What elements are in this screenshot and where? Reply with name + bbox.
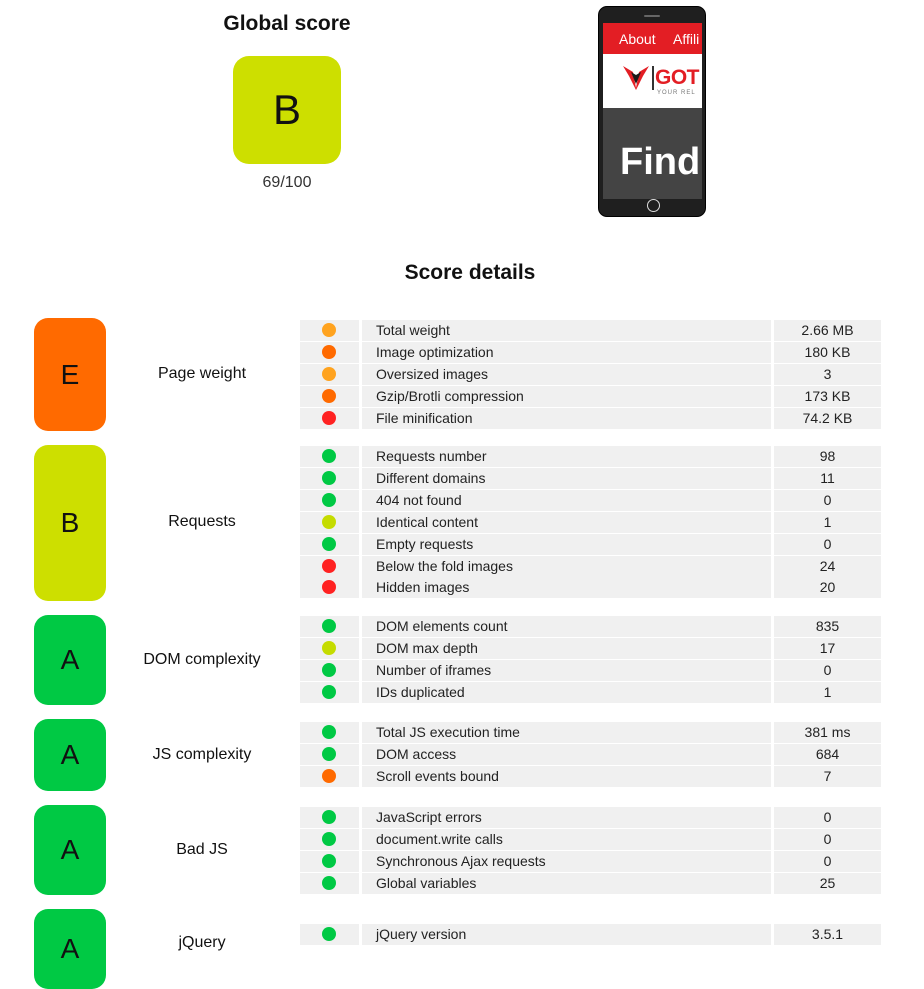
- rule-value: 0: [774, 807, 881, 828]
- phone-logo-subtext: YOUR REL: [657, 90, 696, 96]
- rule-row: [300, 386, 881, 407]
- rule-row: [300, 924, 881, 945]
- rule-status-cell: [300, 682, 359, 703]
- category-grade-badge: A: [34, 719, 106, 791]
- rule-status-cell: [300, 744, 359, 765]
- status-dot-icon: [322, 323, 336, 337]
- bull-logo-icon: [621, 64, 651, 90]
- phone-logo-band: [603, 54, 702, 108]
- status-dot-icon: [322, 619, 336, 633]
- rule-value: 25: [774, 873, 881, 894]
- rule-value: 173 KB: [774, 386, 881, 407]
- rule-row: [300, 408, 881, 429]
- rule-status-cell: [300, 616, 359, 637]
- rule-row: [300, 807, 881, 828]
- rule-name: Total weight: [362, 320, 771, 341]
- rule-row: [300, 722, 881, 743]
- rule-value: 11: [774, 468, 881, 489]
- global-score-value: 69/100: [262, 174, 312, 191]
- status-dot-icon: [322, 663, 336, 677]
- phone-screenshot: [603, 23, 702, 199]
- status-dot-icon: [322, 927, 336, 941]
- rule-name: Total JS execution time: [362, 722, 771, 743]
- phone-preview: [598, 6, 706, 217]
- rule-status-cell: [300, 638, 359, 659]
- rule-row: [300, 320, 881, 341]
- category-grade-badge: A: [34, 909, 106, 989]
- rule-row: [300, 577, 881, 598]
- status-dot-icon: [322, 832, 336, 846]
- status-dot-icon: [322, 471, 336, 485]
- global-score-title: Global score: [223, 12, 351, 35]
- rule-value: 7: [774, 766, 881, 787]
- status-dot-icon: [322, 559, 336, 573]
- rule-name: DOM max depth: [362, 638, 771, 659]
- rule-row: [300, 468, 881, 489]
- rule-name: Hidden images: [362, 577, 771, 598]
- status-dot-icon: [322, 854, 336, 868]
- rule-value: 1: [774, 682, 881, 703]
- phone-hero-text: Find: [620, 141, 701, 183]
- status-dot-icon: [322, 493, 336, 507]
- rule-name: Global variables: [362, 873, 771, 894]
- rule-name: document.write calls: [362, 829, 771, 850]
- rule-status-cell: [300, 342, 359, 363]
- status-dot-icon: [322, 641, 336, 655]
- rule-status-cell: [300, 766, 359, 787]
- phone-nav-item: About: [619, 31, 656, 47]
- rule-value: 98: [774, 446, 881, 467]
- rule-row: [300, 744, 881, 765]
- rule-row: [300, 556, 881, 577]
- rule-row: [300, 534, 881, 555]
- phone-speaker: [644, 15, 660, 17]
- global-grade-badge: B: [233, 56, 341, 164]
- rule-row: [300, 873, 881, 894]
- rule-status-cell: [300, 577, 359, 598]
- rule-value: 0: [774, 829, 881, 850]
- rule-name: DOM access: [362, 744, 771, 765]
- rule-row: [300, 616, 881, 637]
- logo-divider: [652, 66, 654, 90]
- rule-status-cell: [300, 512, 359, 533]
- rule-row: [300, 364, 881, 385]
- status-dot-icon: [322, 345, 336, 359]
- rule-row: [300, 342, 881, 363]
- rule-status-cell: [300, 556, 359, 577]
- category-label: Bad JS: [176, 841, 228, 858]
- status-dot-icon: [322, 367, 336, 381]
- status-dot-icon: [322, 537, 336, 551]
- rule-row: [300, 660, 881, 681]
- rule-name: Number of iframes: [362, 660, 771, 681]
- rule-name: Scroll events bound: [362, 766, 771, 787]
- rule-name: Synchronous Ajax requests: [362, 851, 771, 872]
- phone-nav-bar: [603, 23, 702, 54]
- status-dot-icon: [322, 725, 336, 739]
- category-grade-badge: A: [34, 805, 106, 895]
- rule-status-cell: [300, 534, 359, 555]
- category-label: JS complexity: [152, 746, 252, 763]
- status-dot-icon: [322, 580, 336, 594]
- rule-status-cell: [300, 807, 359, 828]
- category-grade-badge: B: [34, 445, 106, 601]
- rule-value: 1: [774, 512, 881, 533]
- rule-name: Identical content: [362, 512, 771, 533]
- rule-status-cell: [300, 320, 359, 341]
- rule-name: Empty requests: [362, 534, 771, 555]
- rule-value: 2.66 MB: [774, 320, 881, 341]
- rule-value: 24: [774, 556, 881, 577]
- rule-name: Gzip/Brotli compression: [362, 386, 771, 407]
- rule-value: 3.5.1: [774, 924, 881, 945]
- rule-value: 17: [774, 638, 881, 659]
- rule-name: JavaScript errors: [362, 807, 771, 828]
- rule-row: [300, 829, 881, 850]
- rule-value: 0: [774, 660, 881, 681]
- status-dot-icon: [322, 411, 336, 425]
- phone-nav-item: Affili: [673, 31, 700, 47]
- status-dot-icon: [322, 515, 336, 529]
- rule-row: [300, 682, 881, 703]
- rule-status-cell: [300, 386, 359, 407]
- status-dot-icon: [322, 449, 336, 463]
- phone-home-button: [647, 199, 660, 212]
- score-details-title: Score details: [404, 261, 536, 284]
- rule-status-cell: [300, 660, 359, 681]
- status-dot-icon: [322, 389, 336, 403]
- rule-value: 0: [774, 851, 881, 872]
- status-dot-icon: [322, 769, 336, 783]
- rule-row: [300, 638, 881, 659]
- rule-status-cell: [300, 490, 359, 511]
- rule-status-cell: [300, 924, 359, 945]
- rule-status-cell: [300, 408, 359, 429]
- rule-value: 0: [774, 534, 881, 555]
- rule-name: Different domains: [362, 468, 771, 489]
- rule-name: IDs duplicated: [362, 682, 771, 703]
- rule-value: 0: [774, 490, 881, 511]
- rule-name: Oversized images: [362, 364, 771, 385]
- rule-name: Image optimization: [362, 342, 771, 363]
- rule-name: DOM elements count: [362, 616, 771, 637]
- category-grade-badge: A: [34, 615, 106, 705]
- rule-name: Below the fold images: [362, 556, 771, 577]
- status-dot-icon: [322, 685, 336, 699]
- phone-logo-text: GOT: [655, 66, 699, 89]
- status-dot-icon: [322, 876, 336, 890]
- rule-row: [300, 851, 881, 872]
- category-label: jQuery: [178, 934, 226, 951]
- rule-status-cell: [300, 446, 359, 467]
- rule-status-cell: [300, 829, 359, 850]
- rule-name: 404 not found: [362, 490, 771, 511]
- rule-value: 74.2 KB: [774, 408, 881, 429]
- rule-name: jQuery version: [362, 924, 771, 945]
- category-label: Requests: [168, 513, 236, 530]
- rule-name: File minification: [362, 408, 771, 429]
- rule-status-cell: [300, 722, 359, 743]
- status-dot-icon: [322, 810, 336, 824]
- rule-row: [300, 446, 881, 467]
- rule-row: [300, 512, 881, 533]
- rule-value: 20: [774, 577, 881, 598]
- category-label: Page weight: [157, 365, 247, 382]
- category-label: DOM complexity: [143, 651, 261, 668]
- rule-status-cell: [300, 468, 359, 489]
- rule-row: [300, 490, 881, 511]
- rule-value: 381 ms: [774, 722, 881, 743]
- rule-name: Requests number: [362, 446, 771, 467]
- status-dot-icon: [322, 747, 336, 761]
- category-grade-badge: E: [34, 318, 106, 431]
- rule-value: 180 KB: [774, 342, 881, 363]
- rule-row: [300, 766, 881, 787]
- rule-status-cell: [300, 851, 359, 872]
- rule-status-cell: [300, 873, 359, 894]
- rule-status-cell: [300, 364, 359, 385]
- rule-value: 835: [774, 616, 881, 637]
- rule-value: 684: [774, 744, 881, 765]
- rule-value: 3: [774, 364, 881, 385]
